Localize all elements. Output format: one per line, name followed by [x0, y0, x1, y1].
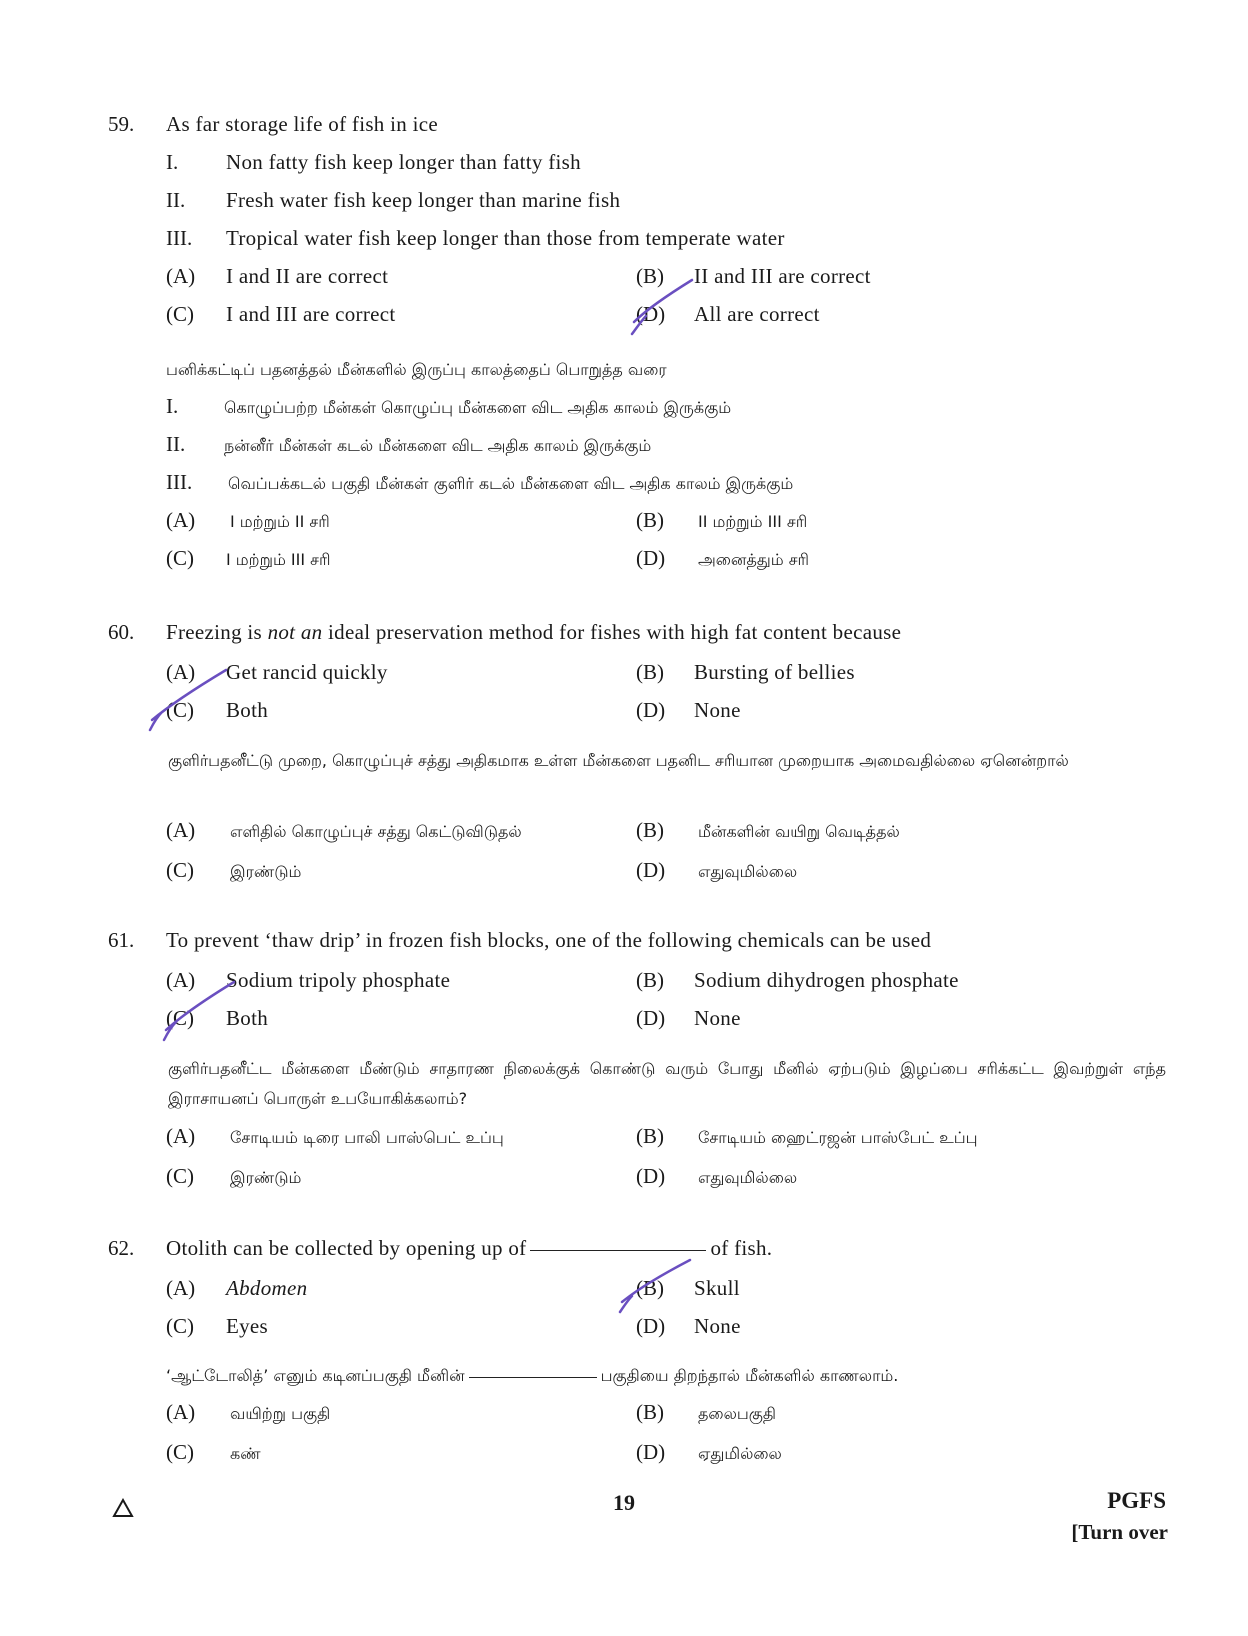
statement-text: Non fatty fish keep longer than fatty fish [226, 150, 581, 174]
tamil-option-text: சோடியம் ஹைட்ரஜன் பாஸ்பேட் உப்பு [698, 1128, 978, 1147]
tamil-option-text: எதுவுமில்லை [698, 1168, 798, 1187]
tamil-option-letter: (A) [166, 508, 196, 532]
tamil-option-text: வயிற்று பகுதி [230, 1404, 331, 1423]
tamil-option-text: I மற்றும் II சரி [230, 512, 330, 531]
tamil-question-text-part: பகுதியை திறந்தால் மீன்களில் காணலாம். [600, 1366, 899, 1385]
option-text: I and II are correct [226, 264, 389, 288]
option-letter: (D) [636, 698, 666, 722]
option-text: Both [226, 1006, 269, 1030]
option-letter: (B) [636, 968, 664, 992]
question-number: 60. [108, 620, 135, 644]
fill-in-blank [530, 1249, 706, 1251]
option-letter: (C) [166, 1006, 194, 1030]
option-text: Both [226, 698, 269, 722]
tamil-option-text: I மற்றும் III சரி [226, 550, 331, 569]
tamil-option-text: அனைத்தும் சரி [698, 550, 810, 569]
tamil-option-text: இரண்டும் [230, 1168, 302, 1187]
tamil-question-text: குளிர்பதனீட்டு முறை, கொழுப்புச் சத்து அதிகமாக உள்ள மீன்களை பதனிட சரியான முறையாக அமைவதில்லை ஏனென்றால் [168, 751, 1069, 770]
question-text-part: of fish. [710, 1236, 773, 1260]
turn-over-note: [Turn over [1071, 1520, 1168, 1544]
option-text: None [694, 1006, 741, 1030]
statement-roman: I. [166, 150, 179, 174]
tamil-statement-roman: I. [166, 394, 179, 418]
statement-text: Tropical water fish keep longer than those from temperate water [226, 226, 785, 250]
page-number: 19 [613, 1490, 635, 1515]
option-text: Skull [694, 1276, 740, 1300]
option-letter: (A) [166, 968, 196, 992]
tamil-option-text: எதுவுமில்லை [698, 862, 798, 881]
tamil-option-text: இரண்டும் [230, 862, 302, 881]
question-text-emphasis: not an [267, 620, 323, 644]
pen-tick-mark-icon [160, 976, 240, 1046]
option-text: Sodium tripoly phosphate [226, 968, 451, 992]
pen-tick-mark-icon [628, 276, 700, 340]
option-letter: (B) [636, 660, 664, 684]
option-letter: (D) [636, 302, 666, 326]
tamil-option-letter: (B) [636, 1124, 664, 1148]
option-text: Eyes [226, 1314, 269, 1338]
tamil-option-letter: (D) [636, 1164, 666, 1188]
statement-text: Fresh water fish keep longer than marine fish [226, 188, 621, 212]
tamil-option-letter: (A) [166, 818, 196, 842]
tamil-option-letter: (A) [166, 1400, 196, 1424]
question-number: 61. [108, 928, 135, 952]
tamil-statement-roman: III. [166, 470, 193, 494]
tamil-statement-text: கொழுப்பற்ற மீன்கள் கொழுப்பு மீன்களை விட அதிக காலம் இருக்கும் [224, 398, 732, 417]
statement-roman: III. [166, 226, 193, 250]
tamil-option-letter: (C) [166, 1164, 194, 1188]
fill-in-blank [469, 1376, 597, 1378]
option-letter: (A) [166, 1276, 196, 1300]
tamil-option-text: சோடியம் டிரை பாலி பாஸ்பெட் உப்பு [230, 1128, 504, 1147]
paper-code: PGFS [1107, 1488, 1166, 1513]
option-letter: (C) [166, 1314, 194, 1338]
option-text: II and III are correct [694, 264, 871, 288]
option-letter: (D) [636, 1314, 666, 1338]
option-text: Get rancid quickly [226, 660, 388, 684]
tamil-statement-roman: II. [166, 432, 186, 456]
option-text: Bursting of bellies [694, 660, 855, 684]
question-text-part: Freezing is [166, 620, 268, 644]
tamil-statement-text: நன்னீர் மீன்கள் கடல் மீன்களை விட அதிக காலம் இருக்கும் [224, 436, 652, 455]
tamil-question-text-part: ‘ஆட்டோலித்’ எனும் கடினப்பகுதி மீனின் [166, 1366, 465, 1385]
option-text: None [694, 698, 741, 722]
option-letter: (B) [636, 1276, 664, 1300]
tamil-option-text: கண் [230, 1444, 261, 1463]
tamil-option-letter: (D) [636, 1440, 666, 1464]
option-text: All are correct [694, 302, 820, 326]
question-text-part: ideal preservation method for fishes with high fat content because [322, 620, 902, 644]
option-text: None [694, 1314, 741, 1338]
tamil-option-text: தலைபகுதி [698, 1404, 776, 1423]
tamil-option-letter: (D) [636, 546, 666, 570]
tamil-option-letter: (B) [636, 508, 664, 532]
question-text-part: Otolith can be collected by opening up of [166, 1236, 527, 1260]
tamil-option-text: மீன்களின் வயிறு வெடித்தல் [698, 822, 900, 841]
tamil-question-text: குளிர்பதனீட்ட மீன்களை மீண்டும் சாதாரண நிலைக்குக் கொண்டு வரும் போது மீனில் ஏற்படும் இழப்பை சரிக்கட்ட இவற்றுள் எந்த இராசாயனப் பொருள் உபயோகிக்கலாம்? [168, 1059, 1166, 1108]
question-number: 59. [108, 112, 135, 136]
question-text: As far storage life of fish in ice [166, 112, 439, 136]
tamil-option-letter: (C) [166, 1440, 194, 1464]
option-text: I and III are correct [226, 302, 396, 326]
option-letter: (B) [636, 264, 664, 288]
option-letter: (A) [166, 660, 196, 684]
option-text: Abdomen [226, 1276, 308, 1300]
option-letter: (A) [166, 264, 196, 288]
pen-tick-mark-icon [616, 1254, 696, 1318]
question-number: 62. [108, 1236, 135, 1260]
statement-roman: II. [166, 188, 186, 212]
tamil-option-text: ஏதுமில்லை [698, 1444, 782, 1463]
question-text [166, 620, 901, 645]
tamil-option-text: எளிதில் கொழுப்புச் சத்து கெட்டுவிடுதல் [230, 822, 522, 841]
question-text: To prevent ‘thaw drip’ in frozen fish blocks, one of the following chemicals can be used [166, 928, 932, 952]
option-letter: (D) [636, 1006, 666, 1030]
option-letter: (C) [166, 698, 194, 722]
tamil-option-letter: (B) [636, 818, 664, 842]
tamil-option-letter: (A) [166, 1124, 196, 1148]
tamil-question-text [166, 1366, 898, 1387]
tamil-option-letter: (B) [636, 1400, 664, 1424]
option-letter: (C) [166, 302, 194, 326]
tamil-option-text: II மற்றும் III சரி [698, 512, 808, 531]
option-text: Sodium dihydrogen phosphate [694, 968, 959, 992]
tamil-option-letter: (C) [166, 546, 194, 570]
tamil-option-letter: (C) [166, 858, 194, 882]
tamil-question-text: பனிக்கட்டிப் பதனத்தல் மீன்களில் இருப்பு காலத்தைப் பொறுத்த வரை [166, 360, 667, 379]
tamil-statement-text: வெப்பக்கடல் பகுதி மீன்கள் குளிர் கடல் மீன்களை விட அதிக காலம் இருக்கும் [228, 474, 794, 493]
tamil-option-letter: (D) [636, 858, 666, 882]
pen-tick-mark-icon [146, 664, 232, 736]
